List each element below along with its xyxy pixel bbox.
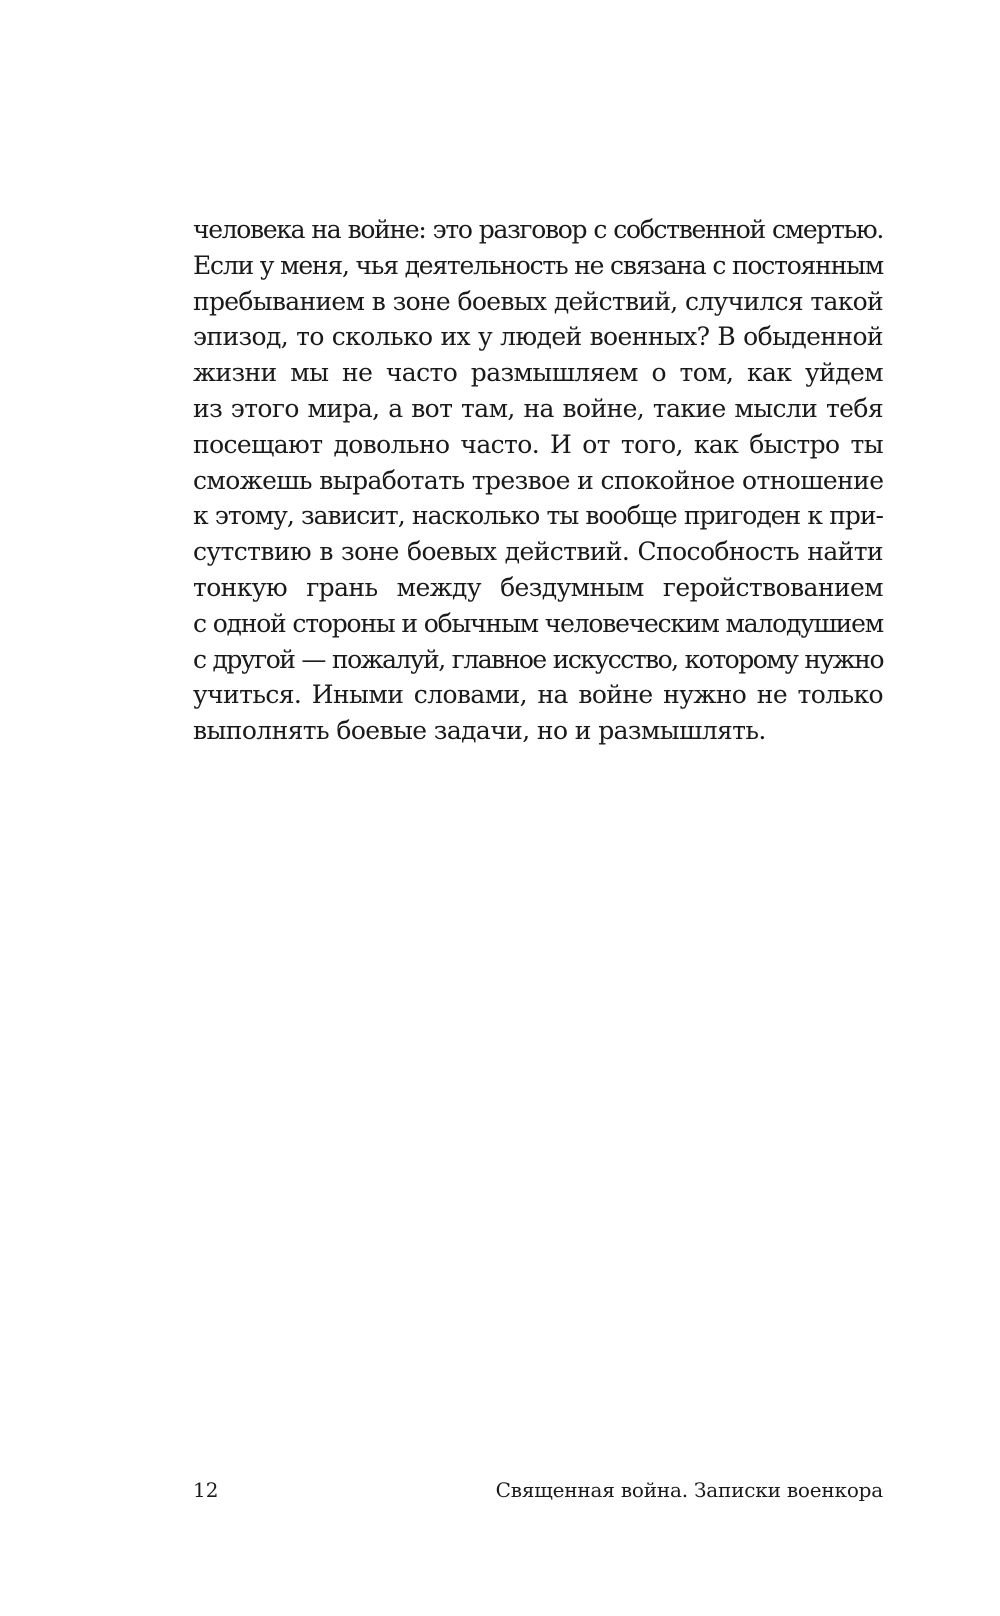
text-line: к этому, зависит, насколько ты вообще пригоден к при- (193, 501, 883, 531)
page-number: 12 (193, 1478, 219, 1502)
text-line: пребыванием в зоне боевых действий, случился такой (193, 286, 883, 316)
body-paragraph (193, 212, 883, 749)
text-line: Если у меня, чья деятельность не связана с постоянным (193, 250, 883, 280)
text-line: сможешь выработать трезвое и спокойное отношение (193, 465, 884, 495)
text-line: посещают довольно часто. И от того, как быстро ты (193, 429, 883, 459)
text-line: с другой — пожалуй, главное искусство, которому нужно (193, 644, 883, 674)
page-footer (193, 1475, 883, 1505)
text-line: учиться. Иными словами, на войне нужно не только (193, 680, 883, 710)
text-line: выполнять боевые задачи, но и размышлять. (193, 716, 766, 746)
text-line: жизни мы не часто размышляем о том, как уйдем (193, 358, 883, 388)
text-line: из этого мира, а вот там, на войне, такие мысли тебя (193, 393, 883, 423)
text-line: сутствию в зоне боевых действий. Способность найти (193, 537, 883, 567)
text-line: человека на войне: это разговор с собственной смертью. (193, 215, 883, 244)
text-line: эпизод, то сколько их у людей военных? В обыденной (193, 322, 883, 352)
text-line: тонкую грань между бездумным геройствованием (193, 572, 883, 602)
running-title: Священная война. Записки военкора (495, 1478, 883, 1502)
text-line: с одной стороны и обычным человеческим малодушием (193, 608, 883, 638)
